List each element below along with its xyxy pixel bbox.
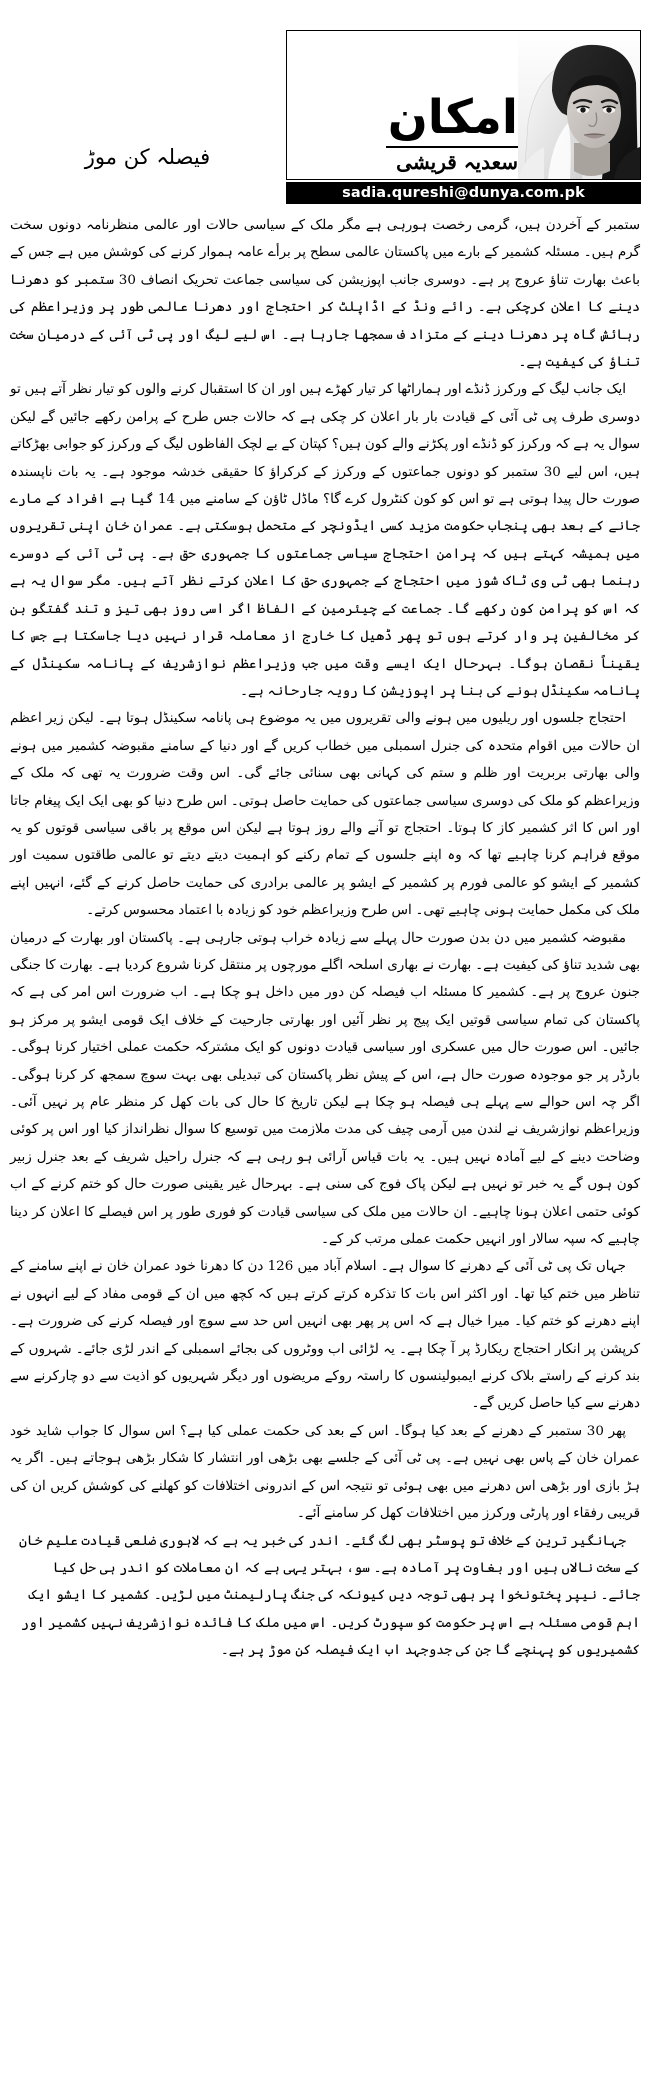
brand-divider-rule	[386, 146, 518, 148]
article-paragraph: ستمبر کے آخردن ہیں، گرمی رخصت ہورہی ہے مگر ملک کے سیاسی حالات اور عالمی منظرنامہ دونوں سخت گرم ہیں۔ مسئلہ کشمیر کے بارے میں پاکستان عالمی سطح پر برأے عامہ ہموار کرنے کی کوشش میں ہے جس کے باعث بھارت تناؤ عروج پر ہے۔ دوسری جانب اپوزیشن کی سیاسی جماعت تحریک انصاف 30 ستمبر کو دھرنا دینے کا اعلان کرچکی ہے۔ رائے ونڈ کے اڈاپلٹ کر احتجاج اور دھرنا عالمی طور پر وزیراعظم کی رہائش گاہ پر دھرنا دینے کے متزاد ف سمجھا جارہا ہے۔ اس لیے لیگ اور پی ٹی آئی کے درمیان سخت تناؤ کی کیفیت ہے۔	[10, 218, 641, 371]
column-masthead	[0, 0, 650, 205]
article-paragraph: ایک جانب لیگ کے ورکرز ڈنڈے اور ہماراٹھا کر تیار کھڑے ہیں اور ان کا استقبال کرنے والوں کو تیار نظر آتے ہیں تو دوسری طرف پی ٹی آئی کے قیادت بار بار اعلان کر چکی ہے کہ حالات جس طرح کے پرامن رکھے جائیں گے لیکن سوال یہ ہے کہ ورکرز کو ڈنڈے اور پکڑنے والے کون ہیں؟ کپتان کے بے لچک الفاظوں لیگ کے ورکرز کو جوابی بھڑکاتے ہیں، اس لیے 30 ستمبر کو دونوں جماعتوں کے ورکرز کے کرکراؤ کا حقیقی خدشہ موجود ہے۔ یہ بات ناپسندہ صورت حال پیدا ہوتی ہے تو اس کو کون کنٹرول کرے گا؟ ماڈل ٹاؤن کے سامنے میں 14 گیا ہے افراد کے مارے جانے کے بعد بھی پنجاب حکومت مزید کسی ایڈونچر کے متحمل ہوسکتی ہے۔ عمران خان اپنی تقریروں میں ہمیشہ کہتے ہیں کہ پرامن احتجاج سیاسی جماعتوں کا جمہوری حق ہے۔ پی ٹی آئی کے دوسرے رہنما بھی ٹی وی ٹاک شوز میں احتجاج کے جمہوری حق کا اعلان کرتے نظر آتے ہیں۔ مگر سوال یہ ہے کہ اس کو پرامن کون رکھے گا۔ جماعت کے چیئرمین کے الفاظ اگر اسی روز بھی تیز و تند گفتگو بن کر مخالفین پر وار کرتے ہوں تو پھر ڈھیل کا خارج از معاملہ قرار نہیں دیا جاسکتا ہے جس کا یقیناً نقصان ہوگا۔ بہرحال ایک ایسے وقت میں جب وزیراعظم نوازشریف کے پانامہ سکینڈل کے پانامہ سکینڈل ہونے کی بنا پر اپوزیشن کا رویہ جارحانہ ہے۔	[10, 382, 641, 699]
column-brand-title: امکان	[387, 90, 518, 146]
article-paragraph: جہاں تک پی ٹی آئی کے دھرنے کا سوال ہے۔ اسلام آباد میں 126 دن کا دھرنا خود عمران خان نے اپنے سامنے کے تناظر میں ختم کیا تھا۔ اور اکثر اس بات کا تذکرہ کرتے کرتے ہیں کہ کچھ میں ان کے قومی مفاد کے لیے انہوں نے اپنے دھرنے کو ختم کیا۔ میرا خیال ہے کہ اس پر پھر بھی انہیں اس حد سے سوچ اور فیصلہ کرنے کی ضرورت ہے۔ کرپشن پر انکار احتجاج ریکارڈ پر آ چکا ہے۔ یہ لڑائی اب ووٹروں کی بجائے اسمبلی کے اندر لڑی جائے۔ شہروں کے بند کرنے کے راستے بلاک کرنے ایمبولینسوں کا راستہ روکے مریضوں اور دیگر شہریوں کو اذیت سے دو چارکرنے سے دھرنے سے کیا حاصل کریں گے۔	[10, 1259, 640, 1412]
article-paragraph: مقبوضہ کشمیر میں دن بدن صورت حال پہلے سے زیادہ خراب ہوتی جارہی ہے۔ پاکستان اور بھارت کے درمیان بھی شدید تناؤ کی کیفیت ہے۔ بھارت نے بھاری اسلحہ اگلے مورچوں پر منتقل کرنا شروع کردیا ہے۔ بھارت کا جنگی جنون عروج پر ہے۔ کشمیر کا مسئلہ اب فیصلہ کن دور میں داخل ہو چکا ہے۔ اب ضرورت اس امر کی ہے کہ پاکستان کی تمام سیاسی قوتیں ایک پیج پر نظر آئیں اور بھارتی جارحیت کے خلاف ایک قومی ایشو پر مرکز ہو جائیں۔ اس صورت حال میں عسکری اور سیاسی قیادت دونوں کو ایک مشترکہ حکمت عملی اختیار کرنا ہوگی۔ بارڈر پر جو موجودہ صورت حال ہے، اس کے پیش نظر پاکستان کی تبدیلی بھی بہت سوچ سمجھ کر کرنا ہوگی۔ اگر چہ اس حوالے سے پہلے ہی فیصلہ ہو چکا ہے لیکن تاریخ کا حال کی بات کھل کر منظر عام پر نہیں آئی۔ وزیراعظم نوازشریف نے لندن میں آرمی چیف کی مدت ملازمت میں توسیع کا سوال نظرانداز کیا اور اس پر کوئی وضاحت دینے کے لیے آمادہ نہیں ہیں۔ یہ بات قیاس آرائی ہو رہی ہے کہ جنرل راحیل شریف کے بعد جنرل زبیر کون ہوں گے یہ خبر تو نہیں ہے لیکن پاک فوج کی سنی ہے۔ بہرحال غیر یقینی صورت حال کو ختم کرنے کے اب کوئی حتمی اعلان ہونا چاہیے۔ ان حالات میں ملک کی سیاسی قیادت کو فوری طور پر اس فیصلے کا اعلان کر دینا چاہیے کہ سپہ سالار اور انہیں حکمت عملی مرتب کر کے۔	[10, 930, 640, 1248]
author-email-text: sadia.qureshi@dunya.com.pk	[342, 185, 585, 201]
article-paragraph: پھر 30 ستمبر کے دھرنے کے بعد کیا ہوگا۔ اس کے بعد کی حکمت عملی کیا ہے؟ اس سوال کا جواب شاید خود عمران خان کے پاس بھی نہیں ہے۔ پی ٹی آئی کے جلسے بھی بڑھی اور انتشار کا شکار بڑھی ہوجاتے ہیں۔ اگر یہ ہڑ بازی اور بڑھی اس دھرنے میں بھی ہوئی تو نتیجہ اس کے اندرونی اختلافات کو کھلنے کی کوشش کریں ان کی قریبی رفقاء اور پارٹی ورکرز میں اختلافات کھل کر سامنے آئے۔	[10, 1423, 640, 1522]
article-paragraph: جہانگیر ترین کے خلاف تو پوسٹر بھی لگ گئے۔ اندر کی خبر یہ ہے کہ لاہوری ضلعی قیادت علیم خان کے سخت نالاں ہیں اور بغاوت پر آمادہ ہے۔ سو، بہتر یہی ہے کہ ان معاملات کو اندر ہی حل کیا جائے۔ نیپر پختونخوا پر بھی توجہ دیں کیونکہ کی جنگ پارلیمنٹ میں لڑیں۔ کشمیر کا ایشو ایک اہم قومی مسئلہ ہے اس پر حکومت کو سپورٹ کریں۔ اس میں ملک کا فائدہ نوازشریف نہیں کشمیر اور کشمیریوں کو پہنچے گا جن کی جدوجہد اب ایک فیصلہ کن موڑ پر ہے۔	[18, 1533, 640, 1659]
column-author-name: سعدیہ قریشی	[396, 150, 518, 174]
author-portrait-photo	[518, 31, 640, 179]
author-email-bar[interactable]	[286, 182, 641, 204]
column-logo-frame	[286, 30, 641, 180]
article-body	[10, 212, 640, 1665]
article-headline: فیصلہ کن موڑ	[84, 145, 211, 169]
column-brand-wrap	[287, 31, 518, 179]
article-paragraph: احتجاج جلسوں اور ریلیوں میں ہونے والی تقریروں میں یہ موضوع ہی پانامہ سکینڈل ہوتا ہے۔ لیکن زیر اعظم ان حالات میں اقوام متحدہ کی جنرل اسمبلی میں خطاب کریں گے اور دنیا کے سامنے مقبوضہ کشمیر میں ہونے والی بھارتی بربریت اور ظلم و ستم کی کہانی بھی سنائی جائے گی۔ اس وقت ضرورت یہ تھی کہ ملک کے وزیراعظم کو ملک کی دوسری سیاسی جماعتوں کی حمایت حاصل ہوتی۔ اس طرح دنیا کو بھی ایک ایک پیغام جاتا اور اس کا اثر کشمیر کاز کا ہوتا۔ احتجاج تو آنے والے روز ہوتا ہے لیکن اس موقع پر باقی سیاسی قوتوں کو یہ موقع فراہم کرنا چاہیے تھا کہ وہ اپنے جلسوں کے تمام رکنے کو اہمیت دیتے دیتے تو عالمی طاقتوں سمیت اور کشمیر کے ایشو کو عالمی فورم پر کشمیر کے ایشو پر عالمی برادری کی حمایت حاصل کرنے کے گئے، انہیں اپنے ملک کی مکمل حمایت ہونی چاہیے تھی۔ اس طرح وزیراعظم خود کو زیادہ با اعتماد محسوس کرتے۔	[10, 711, 640, 919]
column-logo-block	[286, 30, 641, 205]
